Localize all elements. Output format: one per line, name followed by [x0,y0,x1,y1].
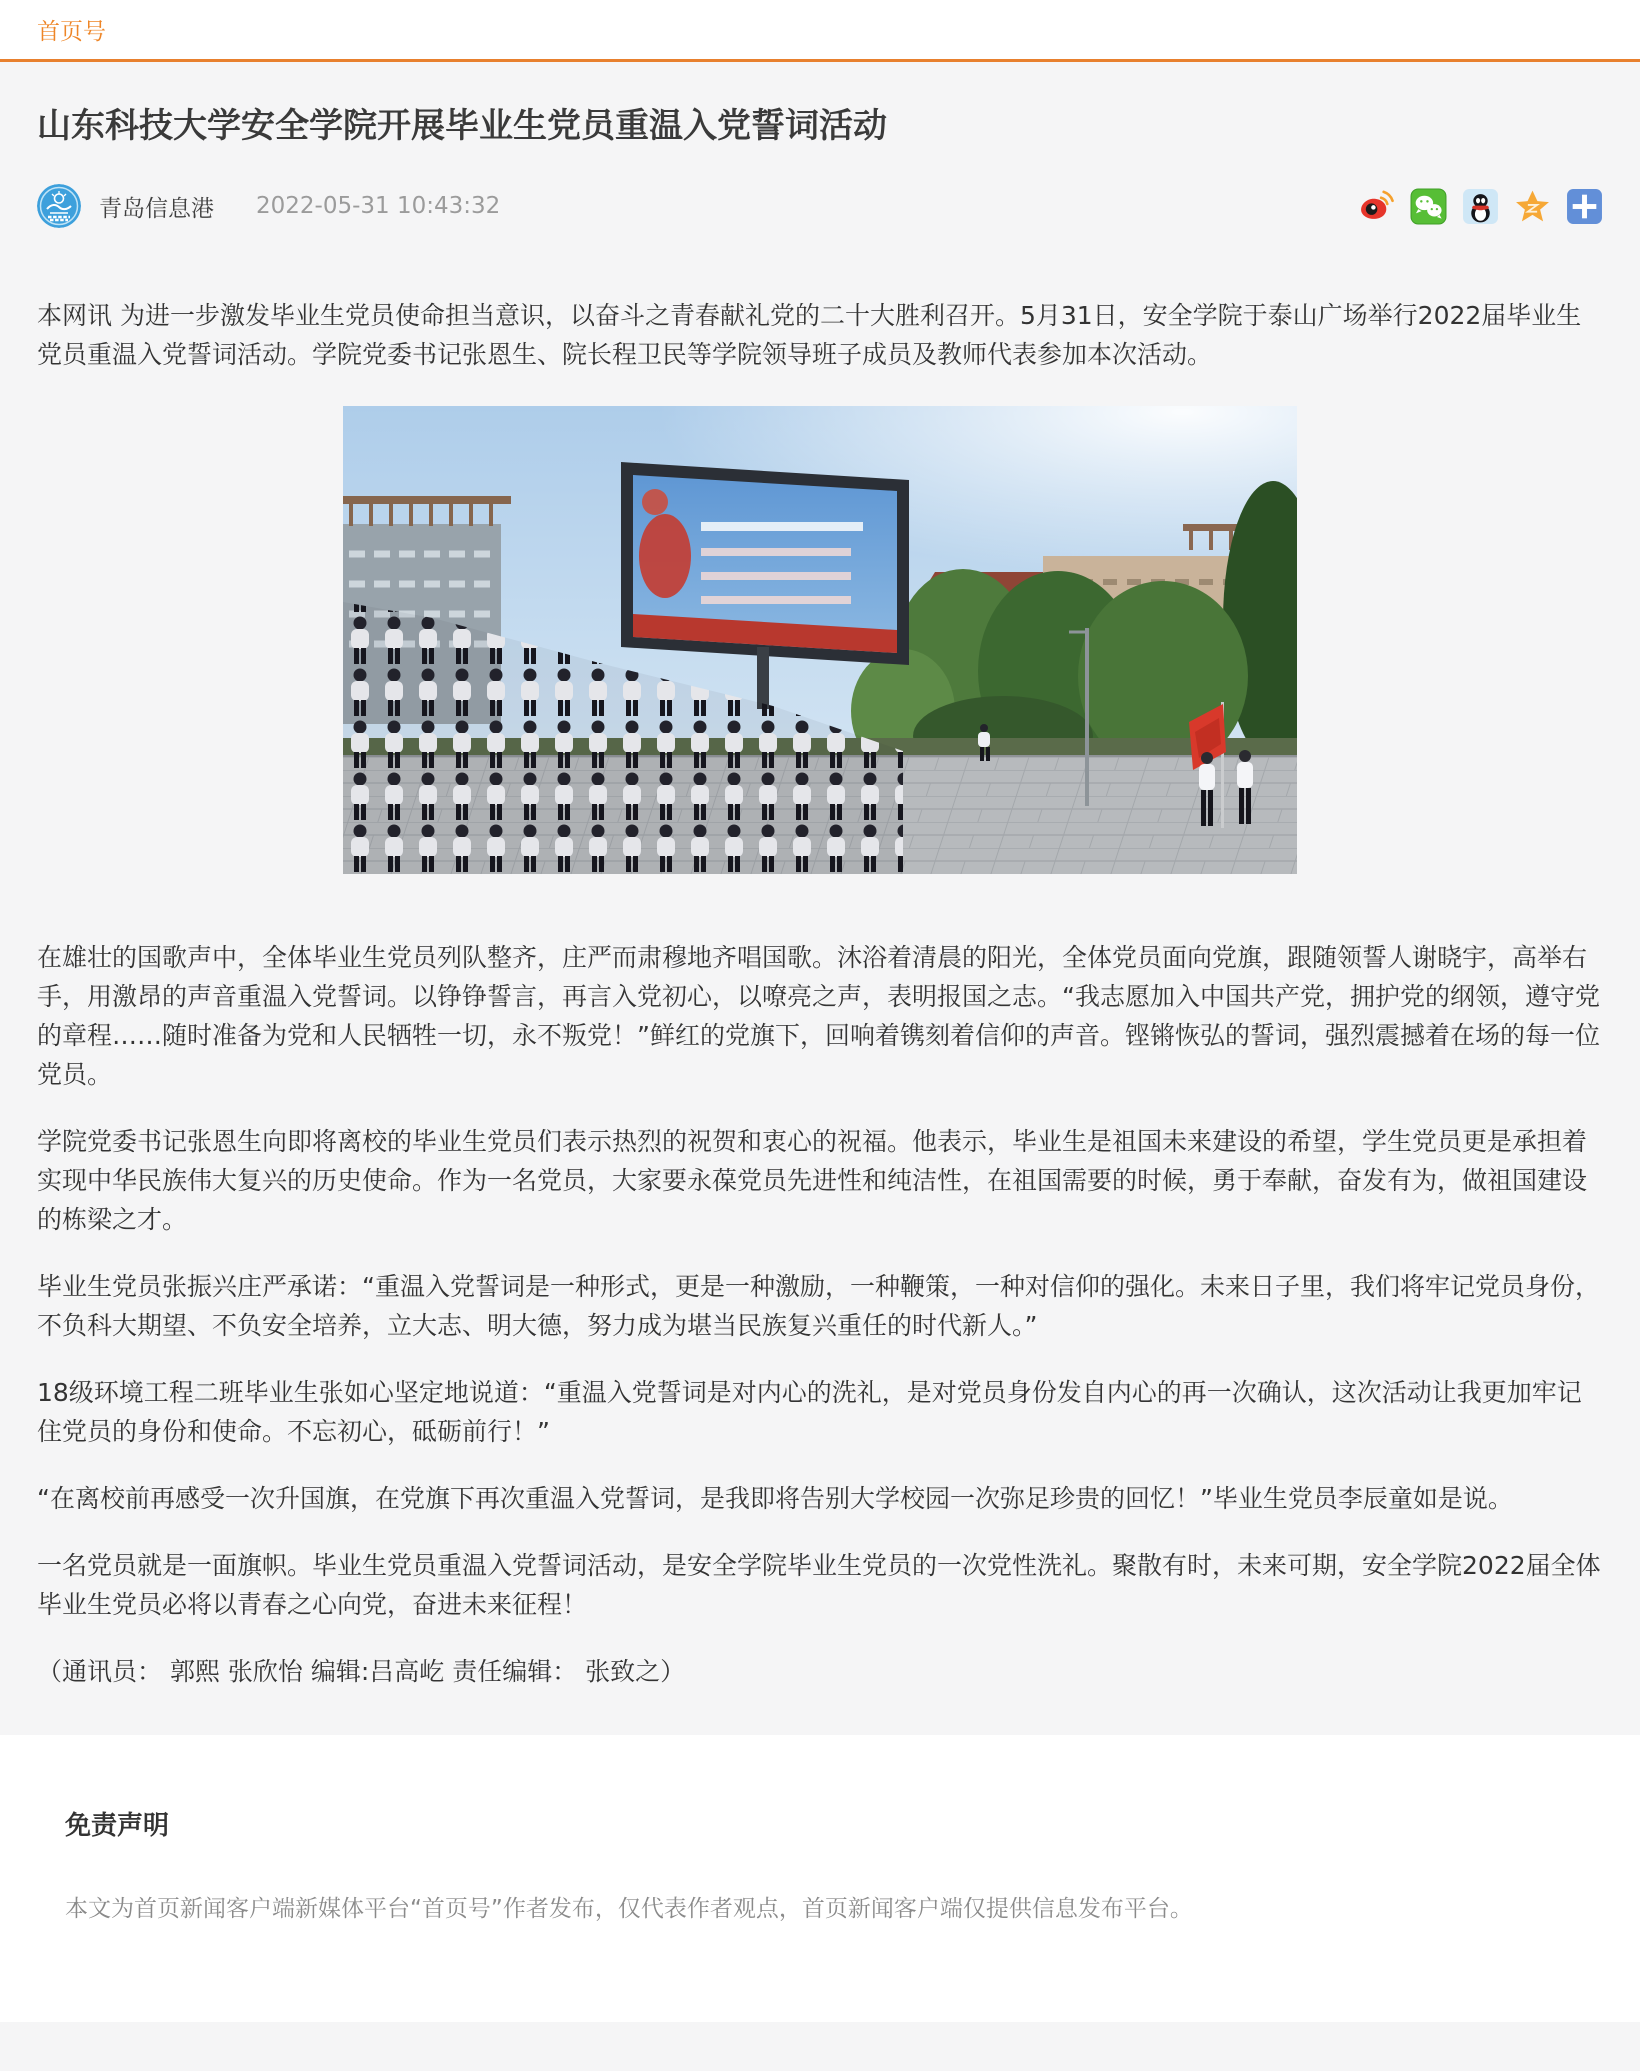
article-paragraph: 本网讯 为进一步激发毕业生党员使命担当意识，以奋斗之青春献礼党的二十大胜利召开。5月31日，安全学院于泰山广场举行2022届毕业生党员重温入党誓词活动。学院党委书记张恩生、院长程卫民等学院领导班子成员及教师代表参加本次活动。 [37,301,1582,370]
disclaimer-title: 免责声明 [65,1811,170,1842]
disclaimer-text: 本文为首页新闻客户端新媒体平台“首页号”作者发布，仅代表作者观点，首页新闻客户端仅提供信息发布平台。 [65,1896,1193,1923]
author-row [37,184,1603,228]
photo-scene-graphic [343,406,1297,874]
article-paragraph: 毕业生党员张振兴庄严承诺：“重温入党誓词是一种形式，更是一种激励，一种鞭策，一种对信仰的强化。未来日子里，我们将牢记党员身份，不负科大期望、不负安全培养，立大志、明大德，努力成为堪当民族复兴重任的时代新人。” [37,1272,1600,1341]
article-paragraph: 在雄壮的国歌声中，全体毕业生党员列队整齐，庄严而肃穆地齐唱国歌。沐浴着清晨的阳光，全体党员面向党旗，跟随领誓人谢晓宇，高举右手，用激昂的声音重温入党誓词。以铮铮誓言，再言入党初心，以嘹亮之声，表明报国之志。“我志愿加入中国共产党，拥护党的纲领，遵守党的章程……随时准备为党和人民牺牲一切，永不叛党！”鲜红的党旗下，回响着镌刻着信仰的声音。铿锵恢弘的誓词，强烈震撼着在场的每一位党员。 [37,943,1600,1090]
share-bar [1358,188,1603,225]
article-paragraph: 学院党委书记张恩生向即将离校的毕业生党员们表示热烈的祝贺和衷心的祝福。他表示，毕业生是祖国未来建设的希望，学生党员更是承担着实现中华民族伟大复兴的历史使命。作为一名党员，大家要永葆党员先进性和纯洁性，在祖国需要的时候，勇于奉献，奋发有为，做祖国建设的栋梁之才。 [37,1127,1588,1235]
qq-icon[interactable] [1462,188,1499,225]
article-photo[interactable] [343,406,1297,874]
more-share-icon[interactable] [1566,188,1603,225]
article [0,104,1640,1691]
article-body [37,296,1603,1691]
tab-homepage-channel[interactable]: 首页号 [37,19,106,45]
page-title: 山东科技大学安全学院开展毕业生党员重温入党誓词活动 [37,106,887,146]
author-avatar[interactable] [37,184,81,228]
author-name[interactable]: 青岛信息港 [99,195,214,222]
qzone-icon[interactable] [1514,188,1551,225]
article-paragraph: 一名党员就是一面旗帜。毕业生党员重温入党誓词活动，是安全学院毕业生党员的一次党性洗礼。聚散有时，未来可期，安全学院2022届全体毕业生党员必将以青春之心向党，奋进未来征程！ [37,1551,1601,1620]
correspondent-line: （通讯员： 郭熙 张欣怡 编辑:吕高屹 责任编辑： 张致之） [37,1657,686,1687]
disclaimer-section [0,1735,1640,2022]
article-paragraph: “在离校前再感受一次升国旗，在党旗下再次重温入党誓词，是我即将告别大学校园一次弥足珍贵的回忆！”毕业生党员李辰童如是说。 [37,1484,1513,1514]
top-bar [0,0,1640,62]
publish-date: 2022-05-31 10:43:32 [256,193,501,220]
wechat-icon[interactable] [1410,188,1447,225]
article-paragraph: 18级环境工程二班毕业生张如心坚定地说道：“重温入党誓词是对内心的洗礼，是对党员身份发自内心的再一次确认，这次活动让我更加牢记住党员的身份和使命。不忘初心，砥砺前行！” [37,1378,1582,1447]
weibo-icon[interactable] [1358,188,1395,225]
